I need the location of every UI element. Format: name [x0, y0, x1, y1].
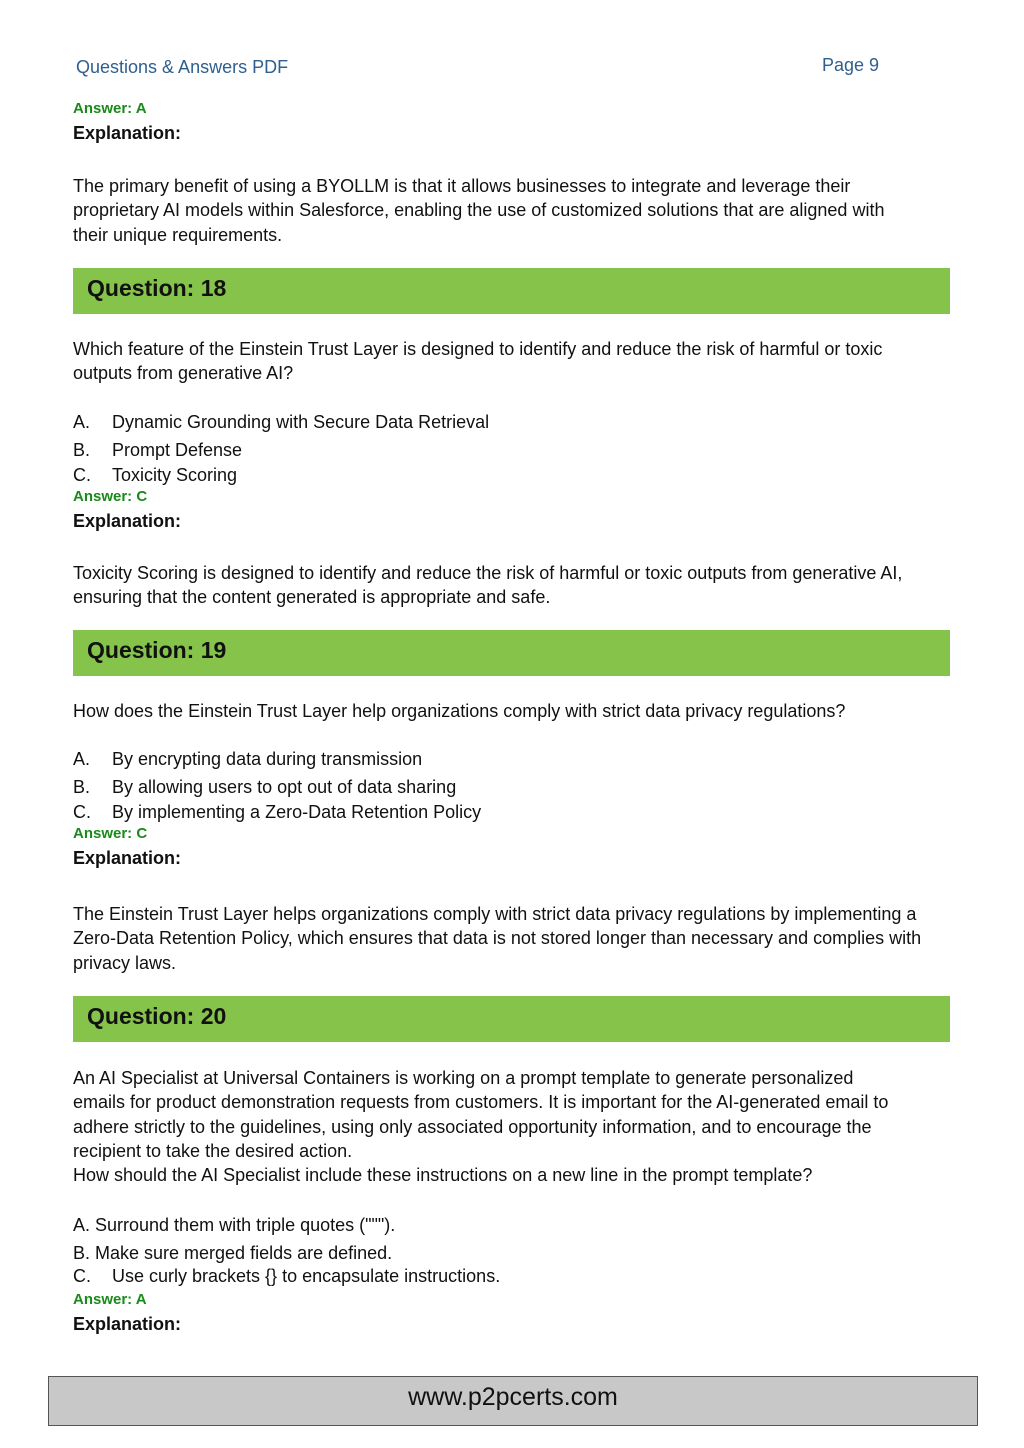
explanation-label: Explanation:: [73, 1314, 182, 1334]
question-text: How does the Einstein Trust Layer help organizations comply with strict data privacy regulations?: [73, 701, 846, 721]
option-c: C. Use curly brackets {} to encapsulate instructions.: [73, 1266, 501, 1286]
option-b: B. Prompt Defense: [73, 440, 243, 460]
option-c: C. Toxicity Scoring: [73, 465, 238, 485]
explanation-label: Explanation:: [73, 123, 182, 143]
question-heading: Question: 20: [87, 1003, 227, 1029]
question-text: An AI Specialist at Universal Containers is working on a prompt template to generate personalized emails for product demonstration requests from customers. It is important for the AI-generated email to adhere strictly to the guidelines, using only associated opportunity information, and to encourage the recipient to take the desired action. How should the AI Specialist include these instructions on a new line in the prompt template?: [73, 1068, 889, 1186]
option-b: B. Make sure merged fields are defined.: [73, 1243, 393, 1263]
answer-label: Answer: C: [73, 825, 148, 842]
option-a: A. Dynamic Grounding with Secure Data Retrieval: [73, 412, 490, 432]
question-heading: Question: 18: [87, 275, 227, 301]
question-18-header: [73, 268, 950, 314]
explanation-text: The Einstein Trust Layer helps organizations comply with strict data privacy regulations by implementing a Zero-Data Retention Policy, which ensures that data is not stored longer than necessary and complies with privacy laws.: [73, 904, 922, 973]
header-title: Questions & Answers PDF: [76, 57, 289, 77]
page-number: Page 9: [822, 55, 880, 75]
question-heading: Question: 19: [87, 637, 227, 663]
explanation-text: The primary benefit of using a BYOLLM is that it allows businesses to integrate and leverage their proprietary AI models within Salesforce, enabling the use of customized solutions that are aligned with their unique requirements.: [73, 176, 885, 245]
option-a: A. By encrypting data during transmission: [73, 749, 423, 769]
answer-label: Answer: A: [73, 1291, 147, 1308]
explanation-label: Explanation:: [73, 511, 182, 531]
question-20-header: [73, 996, 950, 1042]
explanation-text: Toxicity Scoring is designed to identify and reduce the risk of harmful or toxic outputs from generative AI, ensuring that the content generated is appropriate and safe.: [73, 563, 903, 608]
option-a: A. Surround them with triple quotes (""").: [73, 1215, 396, 1235]
explanation-label: Explanation:: [73, 848, 182, 868]
answer-label: Answer: C: [73, 488, 148, 505]
option-b: B. By allowing users to opt out of data sharing: [73, 777, 457, 797]
answer-label: Answer: A: [73, 100, 147, 117]
option-c: C. By implementing a Zero-Data Retention Policy: [73, 802, 482, 822]
footer-url: www.p2pcerts.com: [408, 1383, 618, 1411]
footer-banner: [48, 1376, 978, 1426]
question-19-header: [73, 630, 950, 676]
question-text: Which feature of the Einstein Trust Layer is designed to identify and reduce the risk of harmful or toxic outputs from generative AI?: [73, 339, 883, 384]
